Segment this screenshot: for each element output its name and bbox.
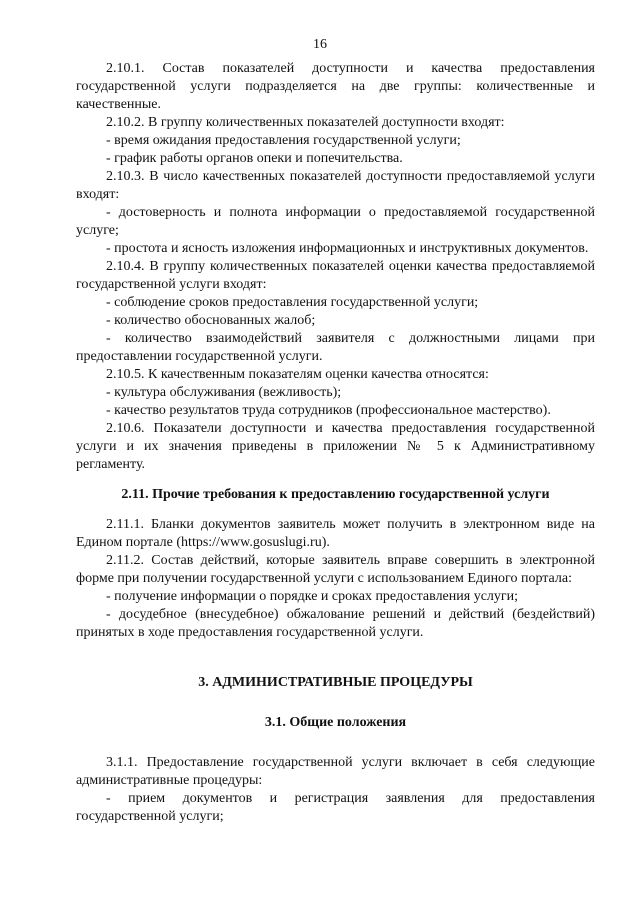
list-item: - качество результатов труда сотрудников (профессиональное мастерство).: [106, 403, 551, 418]
list-item: - культура обслуживания (вежливость);: [106, 385, 342, 400]
list-item: - количество взаимодействий заявителя с должностными лицами при предоставлении государственной услуги.: [76, 331, 595, 364]
paragraph-2-11-2: 2.11.2. Состав действий, которые заявитель вправе совершить в электронной форме при получении государственной услуги с использованием Единого портала:: [76, 553, 595, 586]
paragraph-2-10-1: 2.10.1. Состав показателей доступности и качества предоставления государственной услуги подразделяется на две группы: количественные и качественные.: [76, 61, 595, 112]
list-item: - достоверность и полнота информации о предоставляемой государственной услуге;: [76, 205, 595, 238]
section-heading-2-11: 2.11. Прочие требования к предоставлению государственной услуги: [121, 487, 550, 502]
list-item: - получение информации о порядке и сроках предоставления услуги;: [106, 589, 519, 604]
section-heading-3-1: 3.1. Общие положения: [264, 715, 407, 730]
list-item: - количество обоснованных жалоб;: [106, 313, 316, 328]
list-item: - график работы органов опеки и попечительства.: [106, 151, 403, 166]
list-item: - досудебное (внесудебное) обжалование решений и действий (бездействий) принятых в ходе предоставления государственной услуги.: [76, 607, 595, 640]
chapter-heading-3: 3. АДМИНИСТРАТИВНЫЕ ПРОЦЕДУРЫ: [198, 675, 473, 690]
document-body: [76, 60, 595, 826]
list-item: - соблюдение сроков предоставления государственной услуги;: [106, 295, 479, 310]
paragraph-2-11-1: 2.11.1. Бланки документов заявитель может получить в электронном виде на Едином портале (https://www.gosuslugi.ru).: [76, 517, 595, 550]
paragraph-2-10-4: 2.10.4. В группу количественных показателей оценки качества предоставляемой государственной услуги входят:: [76, 259, 595, 292]
paragraph-2-10-5: 2.10.5. К качественным показателям оценки качества относятся:: [106, 367, 489, 382]
spacer: [76, 732, 595, 754]
spacer: [76, 692, 595, 714]
paragraph-2-10-2: 2.10.2. В группу количественных показателей доступности входят:: [106, 115, 505, 130]
list-item: - прием документов и регистрация заявления для предоставления государственной услуги;: [76, 791, 595, 824]
spacer: [76, 642, 595, 674]
list-item: - простота и ясность изложения информационных и инструктивных документов.: [106, 241, 589, 256]
paragraph-2-10-6: 2.10.6. Показатели доступности и качества предоставления государственной услуги и их значения приведены в приложении № 5 к Административному регламенту.: [76, 421, 595, 472]
spacer: [76, 474, 595, 486]
list-item: - время ожидания предоставления государственной услуги;: [106, 133, 461, 148]
page-number: 16: [313, 37, 327, 52]
paragraph-2-10-3: 2.10.3. В число качественных показателей доступности предоставляемой услуги входят:: [76, 169, 595, 202]
paragraph-3-1-1: 3.1.1. Предоставление государственной услуги включает в себя следующие административные процедуры:: [76, 755, 595, 788]
spacer: [76, 504, 595, 516]
